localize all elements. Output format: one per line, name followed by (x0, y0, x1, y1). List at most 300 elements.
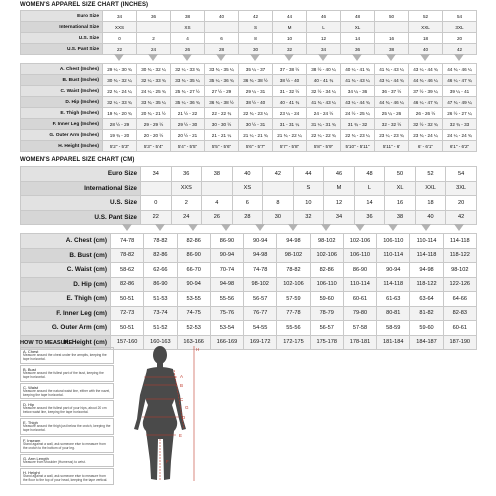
size-cell: 24 - 24 ½ (307, 108, 341, 119)
measurement-row (21, 97, 477, 108)
size-cell: 25 ¼ - 26 (375, 108, 409, 119)
size-cell: 24 ¼ - 24 ¾ (443, 130, 477, 141)
measure-instructions (20, 347, 114, 486)
size-cell: 6 (205, 33, 239, 44)
fig-letter-a: A (180, 374, 184, 379)
size-cell: 47 ¾ - 49 ¼ (443, 97, 477, 108)
body-figure (122, 343, 206, 486)
size-cell: 52 (415, 167, 446, 182)
measure-item (20, 383, 114, 400)
size-cell: 63-64 (410, 292, 443, 307)
size-cell: 40 (415, 210, 446, 225)
size-cell: XL (341, 22, 375, 33)
size-cell: 8 (263, 196, 294, 211)
size-cell: 26 (202, 210, 233, 225)
size-cell: 6'1" - 6'2" (443, 141, 477, 152)
size-cell: 31 - 32 ½ (273, 86, 307, 97)
size-cell: 18 (415, 196, 446, 211)
size-cell: L (354, 181, 385, 196)
size-cell: 20 ½ - 21 (171, 130, 205, 141)
measurement-row (21, 292, 477, 307)
size-cell: 60-61 (343, 292, 376, 307)
size-cell: 58-59 (377, 321, 410, 336)
row-label: D. Hip (cm) (21, 277, 111, 292)
size-cell: 21 ¼ - 21 ¾ (239, 130, 273, 141)
size-cell: 50-51 (111, 321, 144, 336)
size-cell: 38 ½ - 40 (273, 75, 307, 86)
size-cell: 76-77 (244, 306, 277, 321)
size-cell: 60-61 (443, 321, 476, 336)
size-cell (375, 22, 409, 33)
down-arrow-icon (420, 54, 430, 61)
size-cell: 43 ¼ - 44 ¾ (375, 75, 409, 86)
size-cell: 28 (232, 210, 263, 225)
size-cell: 30 ¾ - 32 ¼ (103, 75, 137, 86)
cm-arrow-row (20, 223, 476, 233)
size-cell (137, 22, 171, 33)
measure-item (20, 468, 114, 485)
size-cell: M (324, 181, 355, 196)
size-cell: 36 (341, 44, 375, 55)
inches-size-table (20, 10, 477, 55)
size-cell: 26 (171, 44, 205, 55)
row-label: D. Hip (Inches) (21, 97, 103, 108)
size-cell: 21 - 21 ¼ (205, 130, 239, 141)
size-cell: 62-66 (144, 263, 177, 278)
size-cell: 102-106 (343, 234, 376, 249)
cm-measurement-table (20, 233, 477, 350)
size-cell: 10 (273, 33, 307, 44)
size-cell: 42 (263, 167, 294, 182)
size-cell: 6' - 6'1" (409, 141, 443, 152)
fig-letter-c: C (180, 397, 184, 402)
size-cell: 23 ¼ - 23 ¾ (375, 130, 409, 141)
down-arrow-icon (421, 224, 431, 231)
size-cell: 5'10" - 5'11" (341, 141, 375, 152)
down-arrow-icon (216, 54, 226, 61)
size-cell: 57-59 (277, 292, 310, 307)
size-cell: 50 (375, 11, 409, 22)
size-cell: 52-53 (177, 321, 210, 336)
down-arrow-icon (155, 224, 165, 231)
size-cell: 187-190 (443, 335, 476, 350)
size-cell: 16 (375, 33, 409, 44)
size-cell: 2 (137, 33, 171, 44)
size-cell: 118-122 (410, 277, 443, 292)
measure-item-title: B. Bust (23, 366, 36, 372)
down-arrow-icon (122, 224, 132, 231)
size-cell: 24 (171, 210, 202, 225)
size-cell: 50 (385, 167, 416, 182)
size-cell: 2 (171, 196, 202, 211)
measure-item-title: G. Arm Length (23, 455, 49, 461)
cm-chart-title: WOMEN'S APPAREL SIZE CHART (CM) (20, 157, 135, 163)
size-cell: 5'6" - 5'7" (239, 141, 273, 152)
measure-item (20, 418, 114, 435)
size-row (21, 167, 477, 182)
size-cell: 79-80 (343, 306, 376, 321)
size-cell: 8 (239, 33, 273, 44)
size-cell: XXS (171, 181, 202, 196)
measurement-row (21, 234, 477, 249)
size-cell: 36 ¾ - 38 ½ (239, 75, 273, 86)
size-cell: XS (171, 22, 205, 33)
size-cell: 24 ¼ - 25 ¾ (137, 86, 171, 97)
size-cell: 86-90 (343, 263, 376, 278)
down-arrow-icon (352, 54, 362, 61)
size-cell: 160-163 (144, 335, 177, 350)
size-cell: 32 (293, 210, 324, 225)
down-arrow-icon (182, 54, 192, 61)
size-cell: 82-86 (111, 277, 144, 292)
size-cell: 36 (354, 210, 385, 225)
size-cell: 33 ¾ - 35 ¼ (205, 64, 239, 75)
size-cell: 51-52 (144, 321, 177, 336)
measure-item-desc: Measure around the natural waist line, either with the navel, keeping the tape horizontal. (23, 388, 111, 397)
size-cell: 44 (293, 167, 324, 182)
size-cell: 98-102 (443, 263, 476, 278)
size-cell: 90-94 (177, 277, 210, 292)
size-cell: 114-118 (410, 248, 443, 263)
size-cell: 35 ¼ - 37 (239, 64, 273, 75)
size-cell: L (307, 22, 341, 33)
size-cell: 175-178 (310, 335, 343, 350)
size-cell: 74-75 (177, 306, 210, 321)
row-label: U.S. Pant Size (21, 44, 103, 55)
size-cell: 86-90 (144, 277, 177, 292)
size-cell: 48 (341, 11, 375, 22)
measurement-row (21, 321, 477, 336)
size-cell: 42 (239, 11, 273, 22)
size-cell: 184-187 (410, 335, 443, 350)
size-cell: 98-102 (244, 277, 277, 292)
inches-measurement-table (20, 63, 477, 152)
down-arrow-icon (318, 54, 328, 61)
size-cell (141, 181, 172, 196)
size-cell: M (273, 22, 307, 33)
size-cell: 41 ¾ - 43 ¼ (307, 97, 341, 108)
measurement-row (21, 108, 477, 119)
row-label: A. Chest (Inches) (21, 64, 103, 75)
size-cell: 36 ¾ - 38 ½ (205, 97, 239, 108)
size-cell: 56-57 (310, 321, 343, 336)
size-cell: 36 (137, 11, 171, 22)
size-cell: 54 (443, 11, 477, 22)
size-cell: 55-56 (210, 292, 243, 307)
size-cell: 41 ¾ - 43 ¼ (375, 64, 409, 75)
size-cell: 57-58 (343, 321, 376, 336)
size-cell: 64-66 (443, 292, 476, 307)
size-cell: 157-160 (111, 335, 144, 350)
size-cell: 4 (171, 33, 205, 44)
size-cell: 118-122 (443, 248, 476, 263)
measure-item-desc: Measure around the thigh just below the crotch, keeping the tape horizontal. (23, 424, 111, 433)
size-cell: 110-114 (377, 248, 410, 263)
size-cell: 86-90 (177, 248, 210, 263)
row-label: G. Outer Arm (cm) (21, 321, 111, 336)
size-cell: 24 ½ - 25 ¼ (341, 108, 375, 119)
fig-letter-f: F (166, 459, 169, 464)
size-cell: 22 ¾ - 24 ¼ (103, 86, 137, 97)
size-cell: 82-86 (144, 248, 177, 263)
size-cell: 32 ½ - 32 ¾ (409, 119, 443, 130)
size-cell: 22 (141, 210, 172, 225)
down-arrow-icon (250, 54, 260, 61)
size-cell: 0 (103, 33, 137, 44)
size-cell: 38 (385, 210, 416, 225)
row-label: H. Height (cm) (21, 335, 111, 350)
size-cell: 32 ¼ - 33 ¾ (103, 97, 137, 108)
size-cell: 70-74 (210, 263, 243, 278)
size-cell: 31 ¼ - 31 ¾ (307, 119, 341, 130)
row-label: C. Waist (Inches) (21, 86, 103, 97)
size-cell: 82-86 (310, 263, 343, 278)
size-cell: 29 - 29 ½ (137, 119, 171, 130)
size-cell: 178-181 (343, 335, 376, 350)
size-cell: 46 (307, 11, 341, 22)
size-cell: 59-60 (310, 292, 343, 307)
size-cell: 54-55 (244, 321, 277, 336)
size-cell: 38 ½ - 40 (239, 97, 273, 108)
size-cell: 30 ½ - 31 (239, 119, 273, 130)
size-cell: 34 (103, 11, 137, 22)
size-cell: 14 (354, 196, 385, 211)
size-cell: 23 ¼ - 24 (273, 108, 307, 119)
down-arrow-icon (321, 224, 331, 231)
size-cell: 22 (103, 44, 137, 55)
row-label: A. Chest (cm) (21, 234, 111, 249)
size-cell: 94-98 (244, 248, 277, 263)
size-cell: 43 ¼ - 44 ¾ (409, 64, 443, 75)
size-cell: 28 (205, 44, 239, 55)
measurement-row (21, 130, 477, 141)
measure-item (20, 436, 114, 453)
size-cell: 106-110 (377, 234, 410, 249)
size-cell: 32 ¾ - 33 (443, 119, 477, 130)
measure-item-title: C. Waist (23, 384, 38, 390)
size-cell: 12 (324, 196, 355, 211)
measurement-row (21, 141, 477, 152)
down-arrow-icon (255, 224, 265, 231)
size-cell: 72-73 (111, 306, 144, 321)
size-cell: 114-118 (443, 234, 476, 249)
size-cell: 90-94 (244, 234, 277, 249)
size-cell: 3XL (446, 181, 477, 196)
measurement-row (21, 86, 477, 97)
measure-item-title: F. Inseam (23, 438, 41, 444)
size-cell: 75-76 (210, 306, 243, 321)
size-cell: XXL (409, 22, 443, 33)
size-cell: 22 - 22 ¾ (205, 108, 239, 119)
measurement-row (21, 277, 477, 292)
measure-item-desc: Measure from shoulder (Humerus) to wrist. (23, 459, 86, 464)
size-cell: 34 (307, 44, 341, 55)
size-cell: 90-94 (377, 263, 410, 278)
size-cell: 86-90 (210, 234, 243, 249)
size-cell: 55-56 (277, 321, 310, 336)
size-cell: 42 (443, 44, 477, 55)
size-cell: 22 ¾ - 23 ¼ (239, 108, 273, 119)
measurement-row (21, 75, 477, 86)
size-cell: 33 ¾ - 35 ¼ (137, 97, 171, 108)
down-arrow-icon (388, 224, 398, 231)
size-cell: 98-102 (277, 248, 310, 263)
size-cell: 78-79 (310, 306, 343, 321)
size-cell: 35 ¼ - 36 ¾ (171, 97, 205, 108)
size-cell: 61-63 (377, 292, 410, 307)
size-cell: 32 ¼ - 33 ¾ (137, 75, 171, 86)
size-cell: 40 - 41 ¾ (307, 75, 341, 86)
size-cell: 39 ¼ - 41 (443, 86, 477, 97)
size-row (21, 196, 477, 211)
row-label: Euro Size (21, 167, 141, 182)
size-cell: 24 (137, 44, 171, 55)
row-label: Euro Size (21, 11, 103, 22)
size-row (21, 181, 477, 196)
size-cell: 3XL (443, 22, 477, 33)
inches-arrow-row (20, 53, 476, 63)
size-cell: 73-74 (144, 306, 177, 321)
row-label: International Size (21, 181, 141, 196)
measurement-row (21, 306, 477, 321)
size-cell: 166-169 (210, 335, 243, 350)
size-cell: 5'5" - 5'6" (205, 141, 239, 152)
size-cell: 43 ¼ - 44 ¾ (341, 97, 375, 108)
size-cell: 102-106 (310, 248, 343, 263)
size-cell: 0 (141, 196, 172, 211)
size-cell: XXS (103, 22, 137, 33)
size-cell: 33 ¾ - 35 ¼ (171, 75, 205, 86)
size-cell: 20 (446, 196, 477, 211)
size-cell: 51-53 (144, 292, 177, 307)
size-cell: 53-55 (177, 292, 210, 307)
down-arrow-icon (386, 54, 396, 61)
measure-item-title: H. Height (23, 469, 40, 475)
row-label: B. Bust (cm) (21, 248, 111, 263)
size-cell: 30 ¾ - 32 ¼ (137, 64, 171, 75)
size-cell: 30 (263, 210, 294, 225)
size-cell: S (239, 22, 273, 33)
size-cell: 44 ¾ - 46 ¼ (409, 75, 443, 86)
size-cell: 52 (409, 11, 443, 22)
size-cell: 46 ¼ - 47 ¾ (409, 97, 443, 108)
size-cell: 74-78 (111, 234, 144, 249)
size-cell: 50-51 (111, 292, 144, 307)
size-cell: 29 ¼ - 31 (239, 86, 273, 97)
size-cell: 5'3" - 5'4" (137, 141, 171, 152)
size-cell: 34 (141, 167, 172, 182)
size-cell: 26 - 26 ½ (409, 108, 443, 119)
size-cell: 114-118 (377, 277, 410, 292)
measure-item-desc: Measure around the chest under the armpits, keeping the tape horizontal. (23, 353, 107, 361)
size-cell: 82-86 (177, 234, 210, 249)
size-cell: 18 (409, 33, 443, 44)
row-label: F. Inner Leg (cm) (21, 306, 111, 321)
size-cell: 36 - 37 ½ (375, 86, 409, 97)
size-cell: 46 ¼ - 47 ¾ (443, 75, 477, 86)
size-cell: 36 (171, 167, 202, 182)
size-cell: 80-81 (377, 306, 410, 321)
fig-letter-e: E (179, 433, 183, 438)
size-cell: 38 ½ - 40 ¼ (307, 64, 341, 75)
size-cell: 22 ¾ - 23 ¼ (341, 130, 375, 141)
size-cell: 102-106 (277, 277, 310, 292)
measure-item (20, 347, 114, 364)
size-cell: 6 (232, 196, 263, 211)
down-arrow-icon (114, 54, 124, 61)
size-cell: 74-78 (244, 263, 277, 278)
row-label: U.S. Pant Size (21, 210, 141, 225)
size-cell: 41 ¾ - 43 ¼ (341, 75, 375, 86)
size-cell: 94-98 (210, 277, 243, 292)
row-label: F. Inner Leg (Inches) (21, 119, 103, 130)
size-cell: 20 ¾ - 21 ½ (137, 108, 171, 119)
size-cell: 14 (341, 33, 375, 44)
row-label: E. Thigh (Inches) (21, 108, 103, 119)
down-arrow-icon (355, 224, 365, 231)
size-cell: 5'8" - 5'9" (307, 141, 341, 152)
size-cell: 77-78 (277, 306, 310, 321)
size-cell: 38 (171, 11, 205, 22)
size-cell: 20 - 20 ½ (137, 130, 171, 141)
size-cell: 28 ½ - 29 (103, 119, 137, 130)
size-cell: 16 (385, 196, 416, 211)
size-cell: 94-98 (410, 263, 443, 278)
size-cell: XS (232, 181, 263, 196)
size-cell: 78-82 (277, 263, 310, 278)
measurement-row (21, 248, 477, 263)
size-cell: 172-175 (277, 335, 310, 350)
size-row (21, 22, 477, 33)
down-arrow-icon (454, 224, 464, 231)
size-cell: 34 (324, 210, 355, 225)
size-cell: 40 (409, 44, 443, 55)
size-cell: 90-94 (210, 248, 243, 263)
row-label: B. Bust (Inches) (21, 75, 103, 86)
measure-item-title: A. Chest (23, 349, 39, 354)
down-arrow-icon (221, 224, 231, 231)
size-cell: 5'2" - 5'3" (103, 141, 137, 152)
size-cell: 4 (202, 196, 233, 211)
size-cell: 98-102 (310, 234, 343, 249)
size-cell: 22 ¼ - 22 ¾ (307, 130, 341, 141)
size-cell: 21 ½ - 22 (171, 108, 205, 119)
size-cell: 38 (202, 167, 233, 182)
row-label: U.S. Size (21, 196, 141, 211)
size-cell: 37 - 38 ½ (273, 64, 307, 75)
size-cell: 25 ¾ - 27 ½ (171, 86, 205, 97)
measurement-row (21, 64, 477, 75)
measure-item (20, 400, 114, 417)
size-cell: 23 ¾ - 24 ¼ (409, 130, 443, 141)
size-cell: 169-172 (244, 335, 277, 350)
size-cell: 42 (446, 210, 477, 225)
size-cell: 44 ¾ - 46 ¼ (375, 97, 409, 108)
size-cell: 163-166 (177, 335, 210, 350)
measure-item (20, 365, 114, 382)
size-cell: 35 ¼ - 36 ¾ (205, 75, 239, 86)
size-cell: 5'4" - 5'5" (171, 141, 205, 152)
size-cell: 78-82 (111, 248, 144, 263)
size-cell: 54 (446, 167, 477, 182)
size-cell: S (293, 181, 324, 196)
row-label: H. Height (Inches) (21, 141, 103, 152)
size-cell: 19 ¾ - 20 (103, 130, 137, 141)
row-label: C. Waist (cm) (21, 263, 111, 278)
size-cell (263, 181, 294, 196)
size-cell: 110-114 (410, 234, 443, 249)
inches-chart-title: WOMEN'S APPAREL SIZE CHART (INCHES) (20, 2, 149, 8)
